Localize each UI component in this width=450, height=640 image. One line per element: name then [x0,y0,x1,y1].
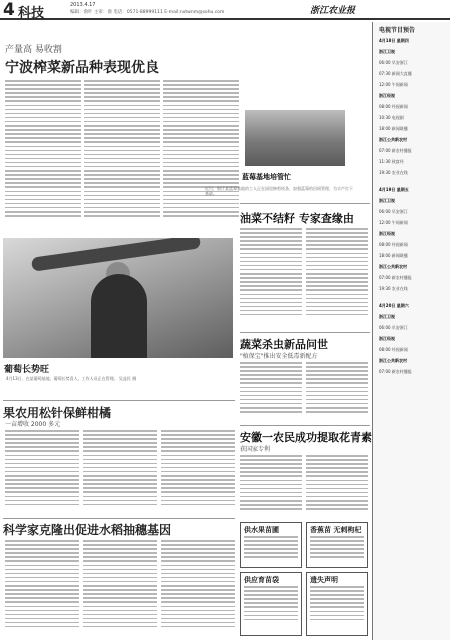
second-story-body-col1 [5,430,79,516]
ad-banana-seedlings-title: 香蕉苗 无刺枸杞 [310,526,362,534]
tv-schedule-heading: 4月19日 星期五 [379,187,409,192]
divider [240,203,370,204]
right-story-2-headline: 蔬菜杀虫新品问世 [240,338,328,351]
tv-schedule-heading: 浙江经视 [379,93,395,98]
top-story-body-col1 [5,80,81,230]
tv-schedule-heading: 浙江经视 [379,336,395,341]
tv-schedule-item: 10:30 电视剧 [379,115,404,120]
blueberry-photo [245,110,345,166]
right-story-3-headline: 安徽一农民成功提取花青素 [240,431,372,444]
tv-schedule-item: 11:30 致富经 [379,159,404,164]
ad-seedling-bags-title: 供应育苗袋 [244,576,279,584]
divider [240,425,370,426]
ad-fruit-seedlings-body [244,536,298,564]
tv-schedule-item: 18:00 新闻联播 [379,126,408,131]
tv-schedule-heading: 浙江公共新农村 [379,137,407,142]
right-story-2-body-col2 [306,362,368,422]
ad-banana-seedlings-body [310,536,364,564]
right-story-1-body-col2 [306,228,368,328]
right-story-3-subhead: 获国家专利 [240,446,271,453]
second-story-headline: 果农用松针保鲜柑橘 [3,406,112,420]
tv-schedule-heading: 浙江公共新农村 [379,358,407,363]
tv-schedule-title: 电视节目预告 [379,27,416,34]
tv-schedule-item: 08:00 经视新闻 [379,242,408,247]
ad-lost-notice-title: 遗失声明 [310,576,338,584]
third-story-body-col2 [83,540,157,638]
tv-schedule-heading: 4月18日 星期四 [379,38,409,43]
grape-photo-caption: 葡萄长势旺 [4,365,50,375]
divider [3,400,235,401]
divider [3,518,235,519]
top-story-headline: 宁波榨菜新品种表现优良 [5,60,159,76]
page-number: 4 [3,0,15,20]
third-story-body-col3 [161,540,235,638]
photo-figure-body [91,274,147,358]
blueberry-photo-caption: 蓝莓基地培管忙 [242,173,291,181]
tv-schedule-item: 07:30 新闻大直播 [379,71,412,76]
tv-schedule-heading: 浙江公共新农村 [379,264,407,269]
right-story-3-body-col1 [240,455,302,519]
tv-schedule-item: 08:00 经视新闻 [379,104,408,109]
tv-schedule-item: 07:00 新农村播报 [379,275,412,280]
tv-schedule-item: 07:00 新农村播报 [379,369,412,374]
second-story-body-col2 [83,430,157,516]
top-story-kicker: 产量高 易收割 [5,45,62,55]
tv-schedule-heading: 浙江卫视 [379,198,395,203]
grape-photo [3,238,233,358]
second-story-subhead: 一亩增收 2000 多元 [5,421,61,428]
ad-seedling-bags-body [244,586,298,632]
top-story-body-col2 [84,80,160,230]
right-story-2-subhead: "植保宝"推出安全低毒新配方 [240,353,318,360]
right-story-1-headline: 油菜不结籽 专家查缘由 [240,212,354,225]
tv-schedule-heading: 浙江卫视 [379,49,395,54]
third-story-headline: 科学家克隆出促进水稻抽穗基因 [3,523,172,537]
tv-schedule-heading: 浙江经视 [379,231,395,236]
section-title: 科技 [18,6,45,21]
tv-schedule-item: 06:00 早安浙江 [379,325,408,330]
ad-lost-notice-body [310,586,364,632]
tv-schedule-item: 07:00 新农村播报 [379,148,412,153]
masthead [0,0,450,20]
third-story-body-col1 [5,540,79,638]
tv-schedule-item: 12:00 午间新闻 [379,82,408,87]
issue-date: 2013.4.17 [70,2,96,8]
second-story-body-col3 [161,430,235,516]
editor-info: 编辑：俞叶 主审：俞 电话：0571-88999111 E-mail:nxtwnm@sohu.com [70,10,225,15]
divider [240,332,370,333]
tv-schedule-sidebar [372,22,450,640]
right-story-3-body-col2 [306,455,368,519]
tv-schedule-item: 12:00 午间新闻 [379,220,408,225]
tv-schedule-heading: 浙江卫视 [379,314,395,319]
tv-schedule-item: 06:00 早安浙江 [379,60,408,65]
paper-logo: 浙江农业报 [309,6,355,16]
grape-photo-text: 4月13日，在某葡萄基地，葡萄长势喜人，工作人员正在管理。 吴益民 摄 [6,376,137,381]
tv-schedule-item: 19:30 农业在线 [379,170,408,175]
tv-schedule-heading: 4月20日 星期六 [379,303,409,308]
blueberry-photo-text: 近日，浙江某蓝莓基地的工人正在园里修剪枝条，加强蓝莓的田间管理，为丰产打下基础。 [205,186,353,196]
right-story-2-body-col1 [240,362,302,422]
ad-fruit-seedlings-title: 供水果苗圃 [244,526,279,534]
tv-schedule-item: 08:00 经视新闻 [379,347,408,352]
tv-schedule-item: 06:00 早安浙江 [379,209,408,214]
right-story-1-body-col1 [240,228,302,328]
top-story-body-col3 [163,80,239,230]
tv-schedule-item: 19:30 农业在线 [379,286,408,291]
tv-schedule-item: 18:00 新闻联播 [379,253,408,258]
